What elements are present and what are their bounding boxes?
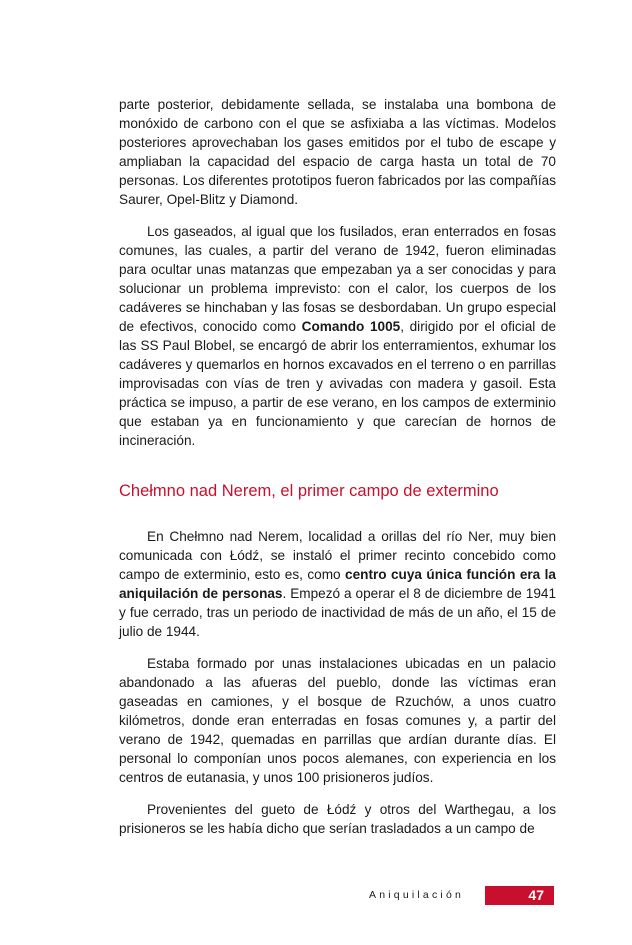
paragraph-1-text: parte posterior, debidamente sellada, se instalaba una bombona de monóxido de carbono con el que se asfixiaba a las víctimas. Modelos posteriores aprovechaban los gases emitidos por el tubo de escape y ampliaban la capacidad del espacio de carga hasta un total de 70 personas. Los diferentes prototipos fueron fabricados por las compañías Saurer, Opel-Blitz y Diamond. — [119, 97, 556, 207]
section-chelmno — [119, 481, 556, 501]
paragraph-2 — [119, 222, 556, 450]
paragraph-4-text: Estaba formado por unas instalaciones ubicadas en un palacio abandonado a las afueras del pueblo, donde las víctimas eran gaseadas en camiones, y el bosque de Rzuchów, a unos cuatro kilómetros, donde eran enterradas en fosas comunes y, a partir del verano de 1942, quemadas en parrillas que ardían durante días. El personal lo componían unos pocos alemanes, con experiencia en los centros de eutanasia, y unos 100 prisioneros judíos. — [119, 656, 556, 785]
paragraph-3-text-a: En Chełmno nad Nerem, localidad a orillas del río Ner, muy bien comunicada con Łódź, se instaló el primer recinto concebido como campo de exterminio, esto es, como — [119, 529, 556, 582]
paragraph-2-text-b: , dirigido por el oficial de las SS Paul Blobel, se encargó de abrir los enterramientos, exhumar los cadáveres y quemarlos en hornos excavados en el terreno o en parrillas improvisadas con vías de tren y avivadas con madera y gasoil. Esta práctica se impuso, a partir de ese verano, en los campos de exterminio que estaban ya en funcionamiento y que carecían de hornos de incineración. — [119, 319, 557, 448]
aniquilacion-bold: centro cuya única función era la aniquilación de personas — [119, 567, 556, 601]
paragraph-3-text-b: . Empezó a operar el 8 de diciembre de 1941 y fue cerrado, tras un periodo de inactividad de más de un año, el 15 de julio de 1944. — [119, 586, 556, 639]
paragraph-4 — [119, 654, 556, 787]
paragraph-3 — [119, 527, 556, 641]
footer-section-label: Aniquilación — [369, 889, 465, 901]
body-text-top — [119, 95, 556, 450]
section-heading: Chełmno nad Nerem, el primer campo de extermino — [119, 482, 499, 500]
paragraph-1 — [119, 95, 556, 209]
body-text-bottom — [119, 527, 556, 838]
page-number-badge: 47 — [485, 886, 554, 905]
paragraph-5 — [119, 800, 556, 838]
comando-1005-bold: Comando 1005 — [301, 319, 401, 334]
paragraph-5-text: Provenientes del gueto de Łódź y otros del Warthegau, a los prisioneros se les había dicho que serían trasladados a un campo de — [119, 802, 556, 836]
paragraph-2-text-a: Los gaseados, al igual que los fusilados, eran enterrados en fosas comunes, las cuales, a partir del verano de 1942, fueron eliminadas para ocultar unas matanzas que empezaban ya a ser conocidas y para solucionar un problema imprevisto: con el calor, los cuerpos de los cadáveres se hinchaban y las fosas se desbordaban. Un grupo especial de efectivos, conocido como — [119, 224, 556, 334]
